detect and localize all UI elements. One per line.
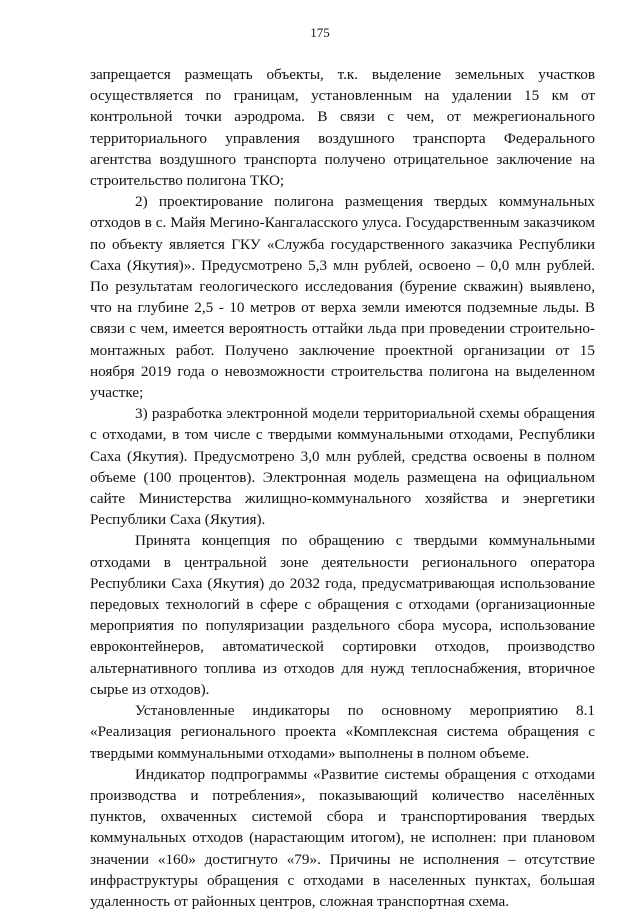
page-number: 175 [310,25,330,40]
page-body [90,64,595,912]
paragraph-continuation: запрещается размещать объекты, т.к. выделение земельных участков осуществляется по границам, установленным на удалении 15 км от контрольной точки аэродрома. В связи с чем, от межрегионального территориального управления воздушного транспорта Федерального агентства воздушного транспорта получено отрицательное заключение на строительство полигона ТКО; [90,66,595,190]
paragraph-concept: Принята концепция по обращению с твердыми коммунальными отходами в центральной зоне деятельности регионального оператора Республики Саха (Якутия) до 2032 года, предусматривающая использование передовых технологий в сфере с обращения с отходами (организационные мероприятия по популяризации раздельного сбора мусора, использование евроконтейнеров, автоматической сортировки отходов, производство альтернативного топлива из отходов для нужд теплоснабжения, вторичное сырье из отходов). [90,532,595,698]
paragraph-subprogram-indicator: Индикатор подпрограммы «Развитие системы обращения с отходами производства и потребления», показывающий количество населённых пунктов, охваченных системой сбора и транспортирования твердых коммунальных отходов (нарастающим итогом), не исполнен: при плановом значении «160» достигнуто «79». Причины не исполнения – отсутствие инфраструктуры обращения с отходами в населенных пунктах, большая удаленность от районных центров, сложная транспортная схема. [90,765,595,910]
paragraph-item-3: 3) разработка электронной модели территориальной схемы обращения с отходами, в том числе с твердыми коммунальными отходами, Республики Саха (Якутия). Предусмотрено 3,0 млн рублей, средства освоены в полном объеме (100 процентов). Электронная модель размещена на официальном сайте Министерства жилищно-коммунального хозяйства и энергетики Республики Саха (Якутия). [90,405,595,529]
paragraph-indicators: Установленные индикаторы по основному мероприятию 8.1 «Реализация регионального проекта «Комплексная система обращения с твердыми коммунальными отходами» выполнены в полном объеме. [90,702,595,762]
paragraph-item-2: 2) проектирование полигона размещения твердых коммунальных отходов в с. Майя Мегино-Кангаласского улуса. Государственным заказчиком по объекту является ГКУ «Служба государственного заказчика Республики Саха (Якутия)». Предусмотрено 5,3 млн рублей, освоено – 0,0 млн рублей. По результатам геологического исследования (бурение скважин) выявлено, что на глубине 2,5 - 10 метров от верха земли имеются подземные льды. В связи с чем, имеется вероятность оттайки льда при проведении строительно-монтажных работ. Получено заключение проектной организации от 15 ноября 2019 года о невозможности строительства полигона на выделенном участке; [90,193,595,402]
